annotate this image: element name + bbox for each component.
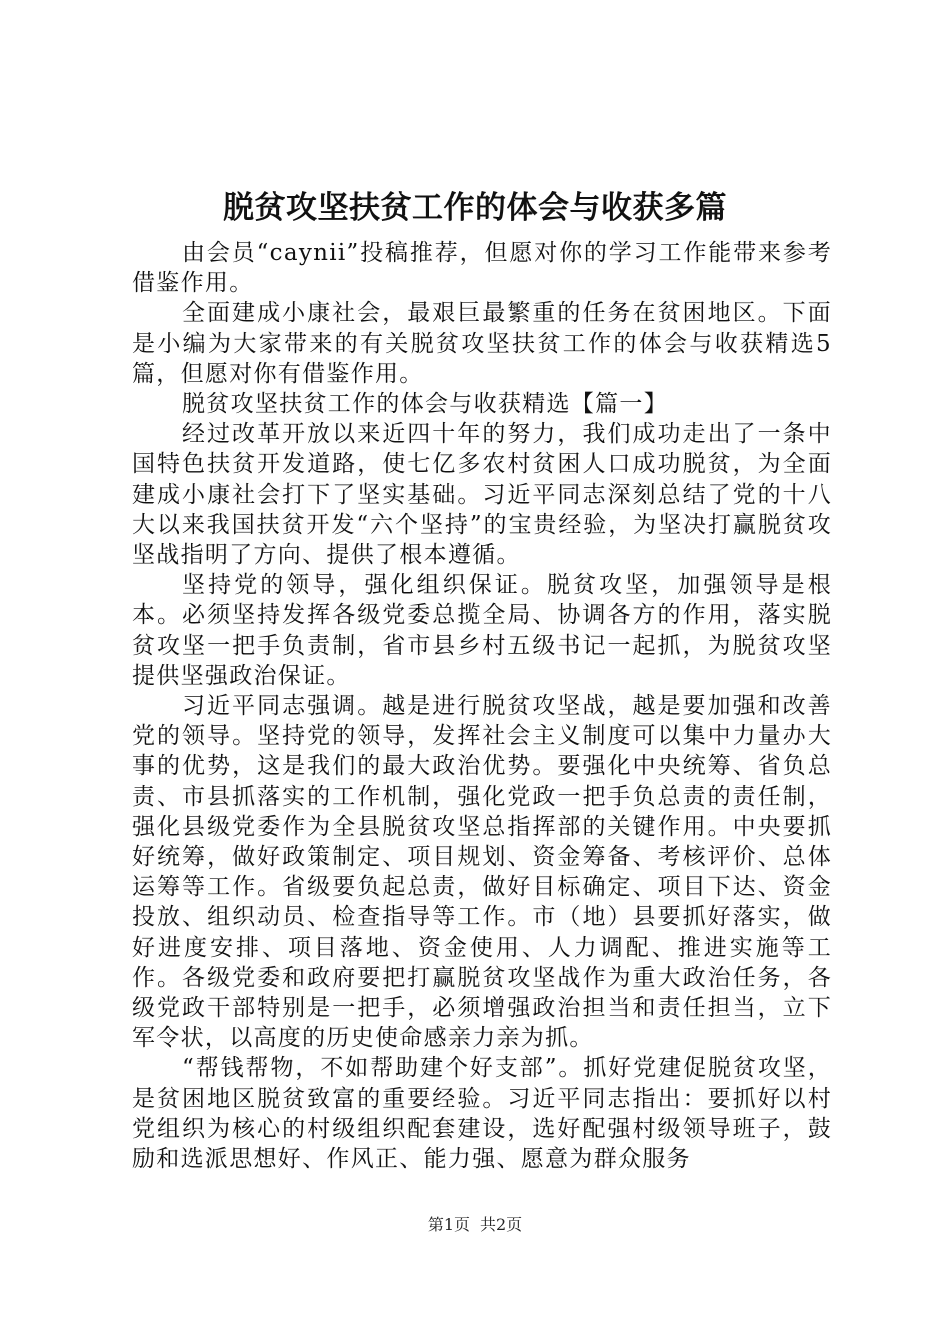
section-heading: 脱贫攻坚扶贫工作的体会与收获精选【篇一】 xyxy=(182,391,668,418)
paragraph: 全面建成小康社会，最艰巨最繁重的任务在贫困地区。下面是小编为大家带来的有关脱贫攻坚扶贫工作的体会与收获精选5篇，但愿对你有借鉴作用。 xyxy=(132,300,832,387)
page-number: 第1页 xyxy=(427,1215,470,1234)
document-title: 脱贫攻坚扶贫工作的体会与收获多篇 xyxy=(223,190,727,226)
paragraph: 坚持党的领导，强化组织保证。脱贫攻坚，加强领导是根本。必须坚持发挥各级党委总揽全局、协调各方的作用，落实脱贫攻坚一把手负责制，省市县乡村五级书记一起抓，为脱贫攻坚提供坚强政治保证。 xyxy=(132,572,832,689)
paragraph: 经过改革开放以来近四十年的努力，我们成功走出了一条中国特色扶贫开发道路，使七亿多农村贫困人口成功脱贫，为全面建成小康社会打下了坚实基础。习近平同志深刻总结了党的十八大以来我国扶贫开发“六个坚持”的宝贵经验，为坚决打赢脱贫攻坚战指明了方向、提供了根本遵循。 xyxy=(132,421,832,569)
paragraph: “帮钱帮物，不如帮助建个好支部”。抓好党建促脱贫攻坚，是贫困地区脱贫致富的重要经验。习近平同志指出：要抓好以村党组织为核心的村级组织配套建设，选好配强村级领导班子，鼓励和选派思想好、作风正、能力强、愿意为群众服务 xyxy=(132,1055,832,1173)
paragraph: 由会员“caynii”投稿推荐，但愿对你的学习工作能带来参考借鉴作用。 xyxy=(132,240,832,297)
page-footer xyxy=(0,1215,950,1235)
page-total: 共2页 xyxy=(480,1215,523,1234)
paragraph: 习近平同志强调。越是进行脱贫攻坚战，越是要加强和改善党的领导。坚持党的领导，发挥社会主义制度可以集中力量办大事的优势，这是我们的最大政治优势。要强化中央统筹、省负总责、市县抓落实的工作机制，强化党政一把手负总责的责任制，强化县级党委作为全县脱贫攻坚总指挥部的关键作用。中央要抓好统筹，做好政策制定、项目规划、资金筹备、考核评价、总体运筹等工作。省级要负起总责，做好目标确定、项目下达、资金投放、组织动员、检查指导等工作。市（地）县要抓好落实，做好进度安排、项目落地、资金使用、人力调配、推进实施等工作。各级党委和政府要把打赢脱贫攻坚战作为重大政治任务，各级党政干部特别是一把手，必须增强政治担当和责任担当，立下军令状，以高度的历史使命感亲力亲为抓。 xyxy=(132,693,832,1052)
document-body xyxy=(132,238,832,1174)
